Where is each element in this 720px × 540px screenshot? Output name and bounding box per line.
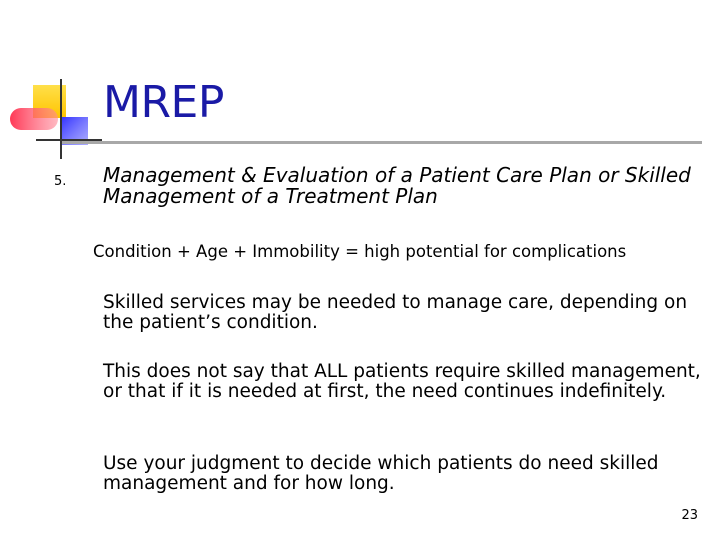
paragraph-not-all-patients: This does not say that ALL patients require skilled management, or that if it is needed at first, the need continues indefinitely. bbox=[103, 361, 701, 402]
paragraph-skilled-services: Skilled services may be needed to manage care, depending on the patient’s condition. bbox=[103, 292, 688, 333]
item-heading: Management & Evaluation of a Patient Care Plan or Skilled Management of a Treatment Plan bbox=[103, 163, 691, 208]
decorative-logo-graphic bbox=[0, 0, 110, 170]
paragraph-use-judgment: Use your judgment to decide which patients do need skilled management and for how long. bbox=[103, 453, 659, 494]
title-divider bbox=[62, 141, 702, 144]
page-number: 23 bbox=[681, 508, 698, 523]
slide-title: MREP bbox=[103, 77, 224, 128]
item-number: 5. bbox=[54, 174, 67, 189]
condition-formula: Condition + Age + Immobility = high potential for complications bbox=[93, 242, 627, 261]
